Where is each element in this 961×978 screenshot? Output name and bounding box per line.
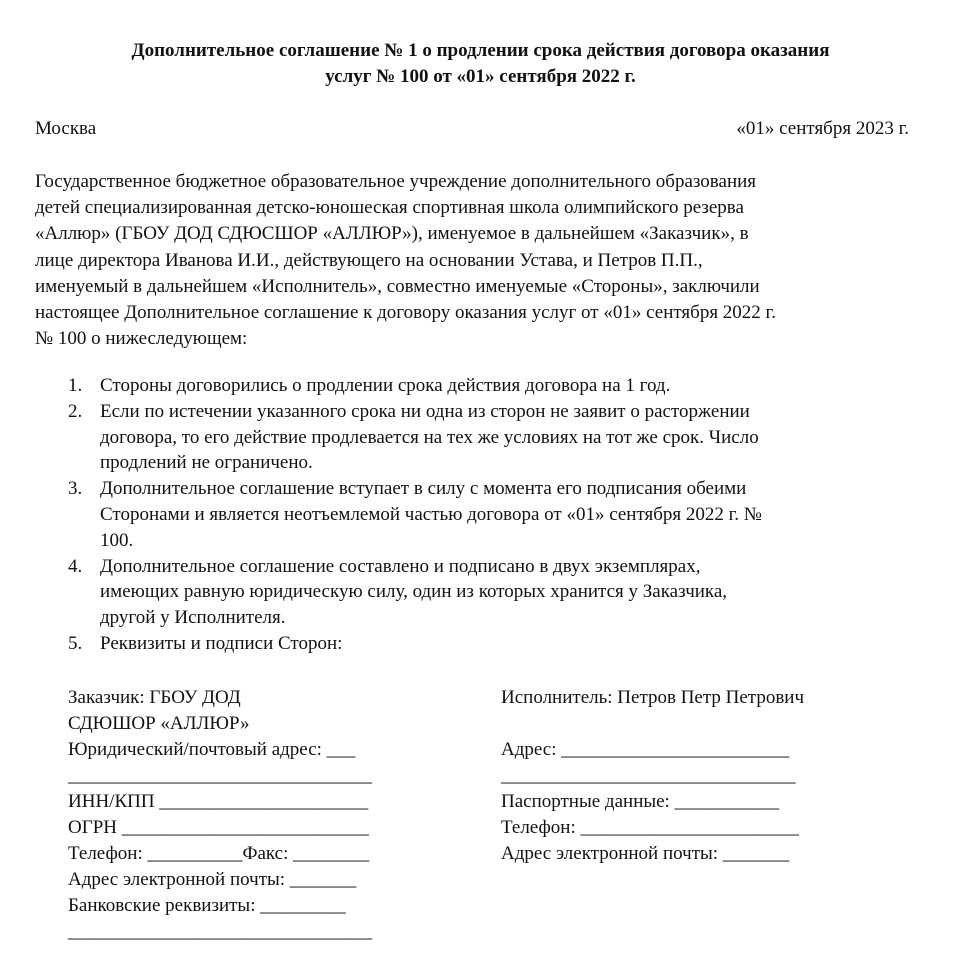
customer-line: Заказчик: ГБОУ ДОД — [68, 687, 241, 708]
list-item — [0, 399, 900, 476]
customer-inn-field: ИНН/КПП ______________________ — [68, 791, 369, 812]
date: «01» сентября 2023 г. — [736, 118, 909, 139]
list-item — [0, 554, 900, 631]
item-text: Дополнительное соглашение вступает в силу с момента его подписания обеими — [100, 478, 747, 500]
place: Москва — [35, 118, 97, 139]
contractor-address-blank: _______________________________ — [501, 765, 796, 786]
contractor-address-field: Адрес: ________________________ — [501, 739, 790, 760]
item-number: 2. — [68, 400, 83, 422]
customer-address-blank: ________________________________ — [68, 765, 372, 786]
document-title — [0, 38, 961, 90]
contractor-passport-field: Паспортные данные: ___________ — [501, 791, 780, 812]
item-text: Если по истечении указанного срока ни одна из сторон не заявит о расторжении — [100, 400, 750, 422]
customer-line: СДЮШОР «АЛЛЮР» — [68, 713, 250, 734]
list-item — [0, 373, 900, 399]
item-text: договора, то его действие продлевается на тех же условиях на тот же срок. Число — [100, 426, 759, 448]
customer-ogrn-field: ОГРН __________________________ — [68, 817, 369, 838]
intro-line: «Аллюр» (ГБОУ ДОД СДЮСШОР «АЛЛЮР»), именуемое в дальнейшем «Заказчик», в — [35, 223, 749, 245]
item-number: 3. — [68, 478, 83, 500]
item-text: Стороны договорились о продлении срока действия договора на 1 год. — [100, 375, 671, 396]
intro-line: именуемый в дальнейшем «Исполнитель», совместно именуемые «Стороны», заключили — [35, 275, 760, 297]
spacer — [501, 711, 881, 737]
intro-line: Государственное бюджетное образовательное учреждение дополнительного образования — [35, 171, 757, 192]
customer-details — [68, 685, 428, 945]
list-item — [0, 631, 900, 657]
intro-line: лице директора Иванова И.И., действующего на основании Устава, и Петров П.П., — [35, 249, 703, 271]
item-number: 4. — [68, 555, 83, 577]
terms-list — [0, 373, 900, 657]
customer-bank-blank: ________________________________ — [68, 921, 372, 942]
item-number: 5. — [68, 632, 83, 654]
intro-paragraph — [35, 169, 913, 352]
contractor-details — [501, 685, 881, 867]
list-item — [0, 476, 900, 553]
item-text: имеющих равную юридическую силу, один из которых хранится у Заказчика, — [100, 581, 728, 603]
customer-email-field: Адрес электронной почты: _______ — [68, 869, 357, 890]
intro-line: настоящее Дополнительное соглашение к договору оказания услуг от «01» сентября 2022 г. — [35, 302, 776, 324]
item-text: 100. — [100, 529, 134, 551]
item-text: Реквизиты и подписи Сторон: — [100, 632, 343, 654]
title-line-1: Дополнительное соглашение № 1 о продлении срока действия договора оказания — [131, 40, 830, 61]
item-text: продлений не ограничено. — [100, 452, 313, 474]
customer-phone-fax-field: Телефон: __________Факс: ________ — [68, 843, 370, 864]
contractor-phone-field: Телефон: _______________________ — [501, 817, 799, 838]
item-text: Дополнительное соглашение составлено и подписано в двух экземплярах, — [100, 555, 701, 577]
customer-bank-field: Банковские реквизиты: _________ — [68, 895, 346, 916]
item-text: другой у Исполнителя. — [100, 607, 286, 629]
title-line-2: услуг № 100 от «01» сентября 2022 г. — [325, 66, 636, 87]
item-number: 1. — [68, 375, 83, 396]
item-text: Сторонами и является неотъемлемой частью договора от «01» сентября 2022 г. № — [100, 503, 762, 525]
contractor-email-field: Адрес электронной почты: _______ — [501, 843, 790, 864]
intro-line: № 100 о нижеследующем: — [35, 328, 248, 350]
customer-address-field: Юридический/почтовый адрес: ___ — [68, 739, 356, 760]
intro-line: детей специализированная детско-юношеская спортивная школа олимпийского резерва — [35, 197, 744, 219]
contractor-name: Исполнитель: Петров Петр Петрович — [501, 687, 805, 708]
